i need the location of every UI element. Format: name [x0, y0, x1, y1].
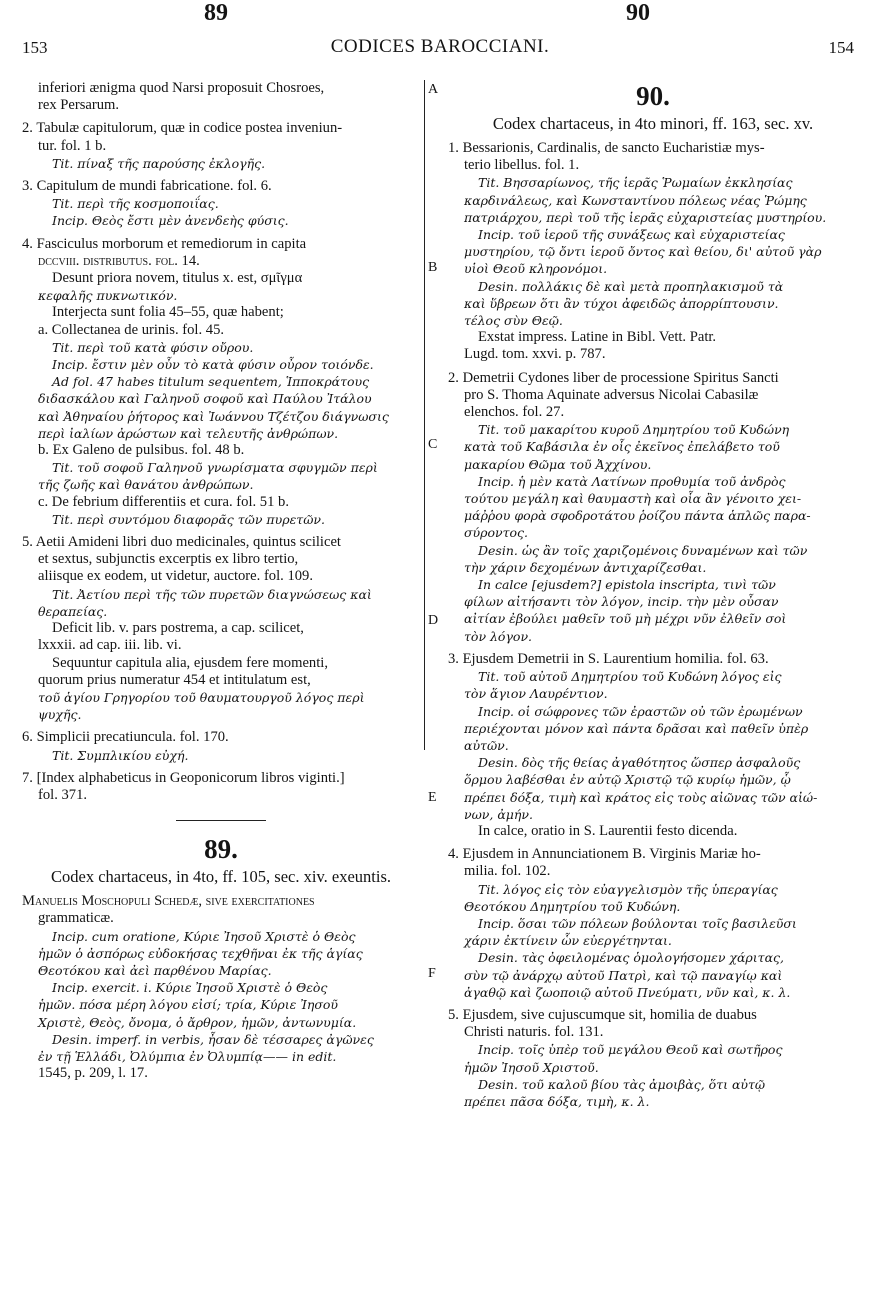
greek-line: καὶ Ἀθηναίου ῥήτορος καὶ Ἰωάννου Τζέτζου διάγνωσις: [38, 408, 389, 424]
greek-line: Tit. τοῦ αὐτοῦ Δημητρίου τοῦ Κυδώνη λόγος εἰς: [478, 669, 782, 685]
page-number-left: 153: [22, 38, 48, 57]
entry-5-heading: 5. Ejusdem, sive cujuscumque sit, homilia de duabus: [448, 1006, 757, 1023]
greek-line: θεραπείας.: [38, 603, 108, 619]
greek-line: καρδινάλεως, καὶ Κωνσταντίνου πόλεως νέας Ῥώμης: [464, 192, 807, 208]
subentry-c: c. De febrium differentiis et cura. fol. 51 b.: [38, 493, 289, 510]
left-column: [22, 80, 420, 1082]
greek-line: μακαρίου Θῶμα τοῦ Ἀχχίνου.: [464, 456, 652, 472]
greek-line: αὐτῶν.: [464, 737, 509, 753]
greek-line: Incip. exercit. i. Κύριε Ἰησοῦ Χριστὲ ὁ Θεὸς: [52, 980, 328, 996]
greek-line: χάριν ἐκτίνειν ὧν εὐεργέτηνται.: [464, 933, 672, 949]
greek-line: τούτου μεγάλη καὶ θαυμαστὴ καὶ οἷα ἂν γένοιτο χει-: [464, 491, 802, 507]
entry-7-heading: 7. [Index alphabeticus in Geoponicorum libros viginti.]: [22, 769, 345, 786]
text-line: milia. fol. 102.: [464, 863, 551, 880]
text-line: Sequuntur capitula alia, ejusdem fere momenti,: [52, 654, 328, 671]
greek-line: πρέπει δόξα, τιμὴ καὶ κράτος εἰς τοὺς αἰῶνας τῶν αἰώ-: [464, 789, 818, 805]
greek-line: ἡμῶν Ἰησοῦ Χριστοῦ.: [464, 1059, 599, 1075]
greek-line: Tit. λόγος εἰς τὸν εὐαγγελισμὸν τῆς ὑπεραγίας: [478, 881, 778, 897]
entry-2-heading: 2. Demetrii Cydones liber de processione Spiritus Sancti: [448, 369, 779, 386]
greek-line: Desin. πολλάκις δὲ καὶ μετὰ προπηλακισμοῦ τὰ: [478, 278, 784, 294]
greek-line: υἱοὶ Θεοῦ κληρονόμοι.: [464, 261, 608, 277]
subentry-b: b. Ex Galeno de pulsibus. fol. 48 b.: [38, 442, 245, 459]
margin-letter-f: F: [428, 966, 436, 981]
codex-90-number: 90.: [636, 81, 670, 111]
greek-line: Incip. cum oratione, Κύριε Ἰησοῦ Χριστὲ ὁ Θεὸς: [52, 928, 356, 944]
handwritten-folio-left: 89: [204, 0, 228, 26]
text-line: inferiori ænigma quod Narsi proposuit Chosroes,: [38, 80, 325, 96]
greek-line: Incip. ἔστιν μὲν οὖν τὸ κατὰ φύσιν οὖρον τοιόνδε.: [52, 357, 374, 373]
greek-line: μάῤῥου φορὰ σφοδροτάτου ῥοίζου πάντα ἁπλῶς παρα-: [464, 508, 811, 524]
greek-line: Tit. τοῦ μακαρίτου κυροῦ Δημητρίου τοῦ Κυδώνη: [478, 422, 790, 438]
text-line: Interjecta sunt folia 45–55, quæ habent;: [52, 304, 284, 321]
greek-line: σὺν τῷ ἀνάρχῳ αὐτοῦ Πατρὶ, καὶ τῷ παναγίῳ καὶ: [464, 967, 783, 983]
greek-line: Desin. τοῦ καλοῦ βίου τὰς ἀμοιβὰς, ὅτι αὐτῷ: [478, 1076, 766, 1092]
text-line: terio libellus. fol. 1.: [464, 157, 580, 174]
greek-line: ψυχῆς.: [38, 707, 82, 723]
greek-line: Incip. Θεὸς ἔστι μὲν ἀνενδεὴς φύσις.: [52, 213, 289, 229]
text-line: lxxxii. ad cap. iii. lib. vi.: [38, 637, 182, 654]
greek-line: In calce [ejusdem?] epistola inscripta, τινὶ τῶν: [478, 577, 776, 593]
greek-line: καὶ ὕβρεων ὅτι ἂν τύχοι ἀφειδῶς ἀπορρίπτουσιν.: [464, 295, 779, 311]
text-line: grammaticæ.: [38, 910, 114, 927]
greek-line: ἡμῶν ὁ ἀσπόρως εὐδοκήσας τεχθῆναι ἐκ τῆς ἁγίας: [38, 945, 363, 961]
text-line: Desunt priora novem, titulus x. est, σμῖγμα: [52, 270, 303, 287]
page-number-right: 154: [828, 38, 854, 57]
running-title: CODICES BAROCCIANI.: [330, 36, 550, 57]
greek-line: Θεοτόκου Δημητρίου τοῦ Κυδώνη.: [464, 898, 681, 914]
greek-line: ἐν τῇ Ἑλλάδι, Ὀλύμπια ἐν Ὀλυμπίᾳ—— in edit.: [38, 1048, 337, 1064]
greek-line: Tit. Βησσαρίωνος, τῆς ἱερᾶς Ῥωμαίων ἐκκλησίας: [478, 175, 793, 191]
greek-line: πρέπει πᾶσα δόξα, τιμὴ, κ. λ.: [464, 1093, 650, 1109]
greek-line: Desin. imperf. in verbis, ἦσαν δὲ τέσσαρες ἀγῶνες: [52, 1031, 374, 1047]
text-line: Christi naturis. fol. 131.: [464, 1024, 604, 1041]
text-line: quorum prius numeratur 454 et intitulatum est,: [38, 671, 311, 688]
margin-letter-a: A: [428, 82, 439, 97]
greek-line: Θεοτόκου καὶ ἀεὶ παρθένου Μαρίας.: [38, 962, 272, 978]
greek-line: τὸν λόγον.: [464, 628, 533, 644]
greek-line: Desin. ὡς ἂν τοῖς χαριζομένοις δυναμένων καὶ τῶν: [478, 542, 808, 558]
greek-line: Incip. οἱ σώφρονες τῶν ἐραστῶν οὐ τῶν ἐρωμένων: [478, 703, 803, 719]
greek-line: ἀγαθῷ καὶ ζωοποιῷ αὐτοῦ Πνεύματι, νῦν καὶ, κ. λ.: [464, 984, 791, 1000]
greek-line: Tit. πίναξ τῆς παρούσης ἐκλογῆς.: [52, 155, 266, 171]
greek-line: τοῦ ἁγίου Γρηγορίου τοῦ θαυματουργοῦ λόγος περὶ: [38, 689, 365, 705]
margin-letter-d: D: [428, 613, 439, 628]
greek-line: Tit. περὶ συντόμου διαφορᾶς τῶν πυρετῶν.: [52, 511, 325, 527]
greek-line: τὴν χάριν δεχομένων ἀντιχαρίζεσθαι.: [464, 559, 707, 575]
greek-line: Desin. δὸς τῆς θείας ἀγαθότητος ὥσπερ ἀσφαλοῦς: [478, 755, 801, 771]
greek-line: τέλος σὺν Θεῷ.: [464, 313, 563, 329]
greek-line: κεφαλῆς πυκνωτικόν.: [38, 288, 178, 304]
entry-4-heading: 4. Fasciculus morborum et remediorum in capita: [22, 235, 307, 252]
text-line: elenchos. fol. 27.: [464, 404, 565, 421]
margin-letter-c: C: [428, 437, 438, 452]
text-line: Lugd. tom. xxvi. p. 787.: [464, 346, 606, 363]
greek-line: ἡμῶν. πόσα μέρη λόγου εἰσί; τρία, Κύριε Ἰησοῦ: [38, 997, 339, 1013]
entry-4-heading: 4. Ejusdem in Annunciationem B. Virginis Mariæ ho-: [448, 846, 761, 863]
greek-line: κατὰ τοῦ Καβάσιλα ἐν οἷς ἐκεῖνος ἐπελάβετο τοῦ: [464, 439, 780, 455]
greek-line: διδασκάλου καὶ Γαληνοῦ σοφοῦ καὶ Παύλου Ἰτάλου: [38, 391, 372, 407]
greek-line: Χριστὲ, Θεὸς, ὄνομα, ὁ ἄρθρον, ἡμῶν, ἀντωνυμία.: [38, 1014, 357, 1030]
greek-line: Incip. τοῦ ἱεροῦ τῆς συνάξεως καὶ εὐχαριστείας: [478, 227, 785, 243]
text-line: pro S. Thoma Aquinate adversus Nicolai Cabasilæ: [464, 386, 759, 403]
margin-letter-e: E: [428, 790, 437, 805]
greek-line: τῆς ζωῆς καὶ θανάτου ἀνθρώπων.: [38, 477, 254, 493]
text-line: In calce, oratio in S. Laurentii festo dicenda.: [478, 822, 738, 839]
greek-line: ὅρμου λαβέσθαι ἐν αὐτῷ Χριστῷ τῷ κυρίῳ ἡμῶν, ᾧ: [464, 772, 791, 788]
codex-89-author: Manuelis Moschopuli Schedæ, sive exercitationes: [22, 893, 315, 910]
greek-line: φίλων αἰτήσαντι τὸν λόγον, incip. τὴν μὲν οὖσαν: [464, 594, 779, 610]
codex-89-heading: Codex chartaceus, in 4to, ff. 105, sec. xiv. exeuntis.: [51, 867, 391, 887]
entry-2-heading: 2. Tabulæ capitulorum, quæ in codice postea inveniun-: [22, 120, 343, 137]
greek-line: Tit. Συμπλικίου εὐχή.: [52, 747, 189, 763]
greek-line: Tit. περὶ τῆς κοσμοποιΐας.: [52, 196, 219, 212]
entry-3-heading: 3. Ejusdem Demetrii in S. Laurentium homilia. fol. 63.: [448, 650, 769, 667]
greek-line: σύροντος.: [464, 525, 529, 541]
greek-line: νων, ἀμήν.: [464, 806, 533, 822]
entry-3-heading: 3. Capitulum de mundi fabricatione. fol. 6.: [22, 178, 272, 195]
handwritten-folio-right: 90: [626, 0, 650, 26]
greek-line: Incip. τοῖς ὑπὲρ τοῦ μεγάλου Θεοῦ καὶ σωτῆρος: [478, 1042, 783, 1058]
greek-line: Tit. Ἀετίου περὶ τῆς τῶν πυρετῶν διαγνώσεως καὶ: [52, 586, 372, 602]
column-divider: [424, 80, 425, 750]
margin-letter-b: B: [428, 260, 438, 275]
text-line: aliisque ex eodem, ut videtur, auctore. fol. 109.: [38, 568, 313, 585]
text-line: Exstat impress. Latine in Bibl. Vett. Patr.: [478, 329, 717, 346]
subentry-a: a. Collectanea de urinis. fol. 45.: [38, 321, 225, 338]
greek-line: περὶ ἰαλίων ἀρώστων καὶ τελευτῆς ἀνθρώπων.: [38, 425, 339, 441]
greek-line: Desin. τὰς ὀφειλομένας ὁμολογήσομεν χάριτας,: [478, 950, 784, 966]
text-line: rex Persarum.: [38, 97, 120, 114]
greek-line: Incip. ὅσαι τῶν πόλεων βούλονται τοῖς βασιλεῦσι: [478, 915, 797, 931]
entry-6-heading: 6. Simplicii precatiuncula. fol. 170.: [22, 729, 229, 746]
text-line: fol. 371.: [38, 786, 88, 803]
section-rule: [176, 820, 266, 821]
greek-line: Ad fol. 47 habes titulum sequentem, Ἱπποκράτους: [52, 374, 370, 390]
greek-line: πατριάρχου, περὶ τοῦ τῆς ἱερᾶς εὐχαριστείας μυστηρίου.: [464, 209, 827, 225]
text-line: et sextus, subjunctis excerptis ex libro tertio,: [38, 551, 299, 568]
text-line: tur. fol. 1 b.: [38, 137, 107, 154]
text-line: Deficit lib. v. pars postrema, a cap. scilicet,: [52, 620, 304, 637]
entry-1-heading: 1. Bessarionis, Cardinalis, de sancto Eucharistiæ mys-: [448, 140, 765, 156]
greek-line: Incip. ἡ μὲν κατὰ Λατίνων προθυμία τοῦ ἀνδρὸς: [478, 473, 786, 489]
text-line: 1545, p. 209, l. 17.: [38, 1065, 148, 1082]
greek-line: Tit. περὶ τοῦ κατὰ φύσιν οὔρου.: [52, 339, 254, 355]
greek-line: μυστηρίου, τῷ ὄντι ἱεροῦ ὄντος καὶ θείου, δι' αὐτοῦ γὰρ: [464, 244, 822, 260]
greek-line: αἰτίαν ἐβούλει μαθεῖν τοῦ μὴ μέχρι νῦν ἐλθεῖν σοὶ: [464, 611, 787, 627]
greek-line: Tit. τοῦ σοφοῦ Γαληνοῦ γνωρίσματα σφυγμῶν περὶ: [52, 460, 378, 476]
text-line: dccviii. distributus. fol. 14.: [38, 252, 200, 269]
entry-5-heading: 5. Aetii Amideni libri duo medicinales, quintus scilicet: [22, 534, 341, 551]
right-column: [448, 80, 858, 1110]
greek-line: τὸν ἅγιον Λαυρέντιον.: [464, 686, 608, 702]
greek-line: περιέχονται μόνον καὶ πάντα δρᾶσαι καὶ παθεῖν ὑπὲρ: [464, 720, 809, 736]
codex-90-heading: Codex chartaceus, in 4to minori, ff. 163, sec. xv.: [492, 114, 814, 133]
codex-89-number: 89.: [204, 834, 238, 865]
